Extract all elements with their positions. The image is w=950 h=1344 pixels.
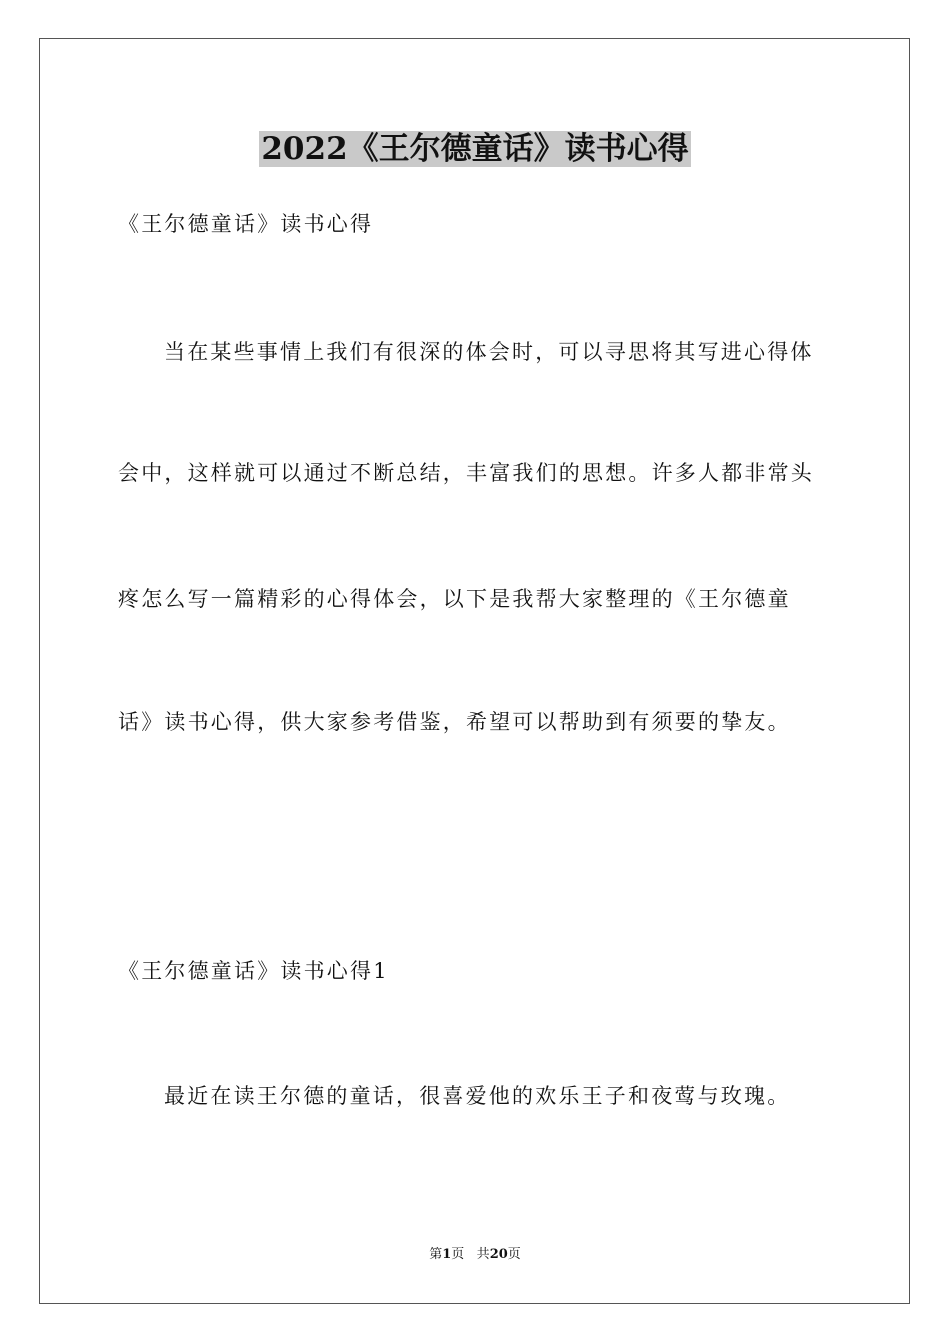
footer-page-suffix: 页 xyxy=(451,1247,465,1262)
paragraph-line-1: 当在某些事情上我们有很深的体会时，可以寻思将其写进心得体 xyxy=(164,340,814,364)
section-heading: 《王尔德童话》读书心得1 xyxy=(118,959,389,983)
subtitle: 《王尔德童话》读书心得 xyxy=(118,212,374,236)
section-paragraph-line-1: 最近在读王尔德的童话，很喜爱他的欢乐王子和夜莺与玫瑰。 xyxy=(164,1084,791,1108)
paragraph-line-2: 会中，这样就可以通过不断总结，丰富我们的思想。许多人都非常头 xyxy=(118,461,814,485)
footer-total-prefix: 共 xyxy=(476,1247,490,1262)
paragraph-line-4: 话》读书心得，供大家参考借鉴，希望可以帮助到有须要的挚友。 xyxy=(118,710,791,734)
document-title xyxy=(0,126,950,172)
footer-page-current: 1 xyxy=(442,1247,452,1262)
document-title-text: 2022《王尔德童话》读书心得 xyxy=(261,131,689,167)
paragraph-line-3: 疼怎么写一篇精彩的心得体会，以下是我帮大家整理的《王尔德童 xyxy=(118,587,791,611)
footer-page-total: 20 xyxy=(489,1247,508,1262)
footer-page-prefix: 第 xyxy=(429,1247,443,1262)
page-footer xyxy=(0,1246,950,1264)
footer-total-suffix: 页 xyxy=(507,1247,521,1262)
